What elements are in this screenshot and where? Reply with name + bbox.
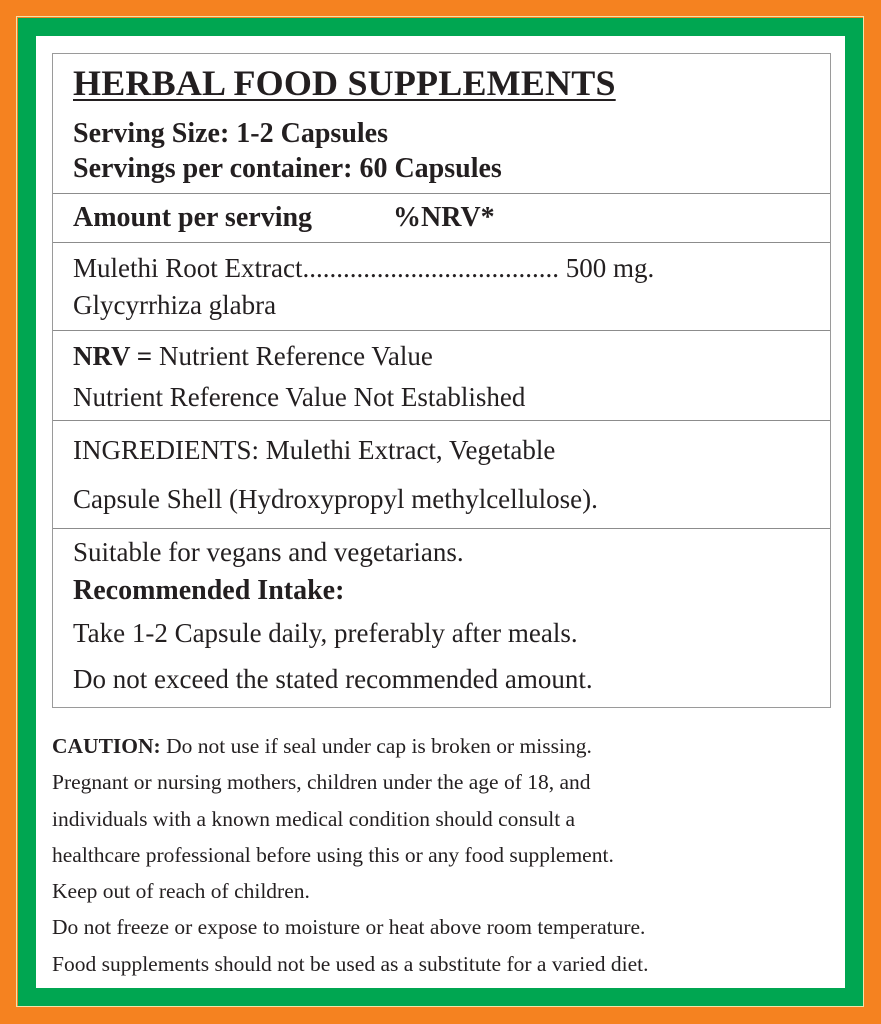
intake-row [53, 528, 830, 709]
ingredient-line [73, 253, 654, 284]
nrv-prefix: NRV = [73, 341, 153, 371]
intake-instruction-1: Take 1-2 Capsule daily, preferably after meals. [73, 618, 578, 648]
amount-header-row [53, 193, 830, 243]
nrv-note-row [53, 330, 830, 421]
caution-seal-warning: Do not use if seal under cap is broken or missing. [166, 734, 592, 758]
ingredients-line-2: Capsule Shell (Hydroxypropyl methylcellulose). [73, 484, 598, 514]
caution-first-line [52, 728, 842, 764]
nrv-definition-text: Nutrient Reference Value [158, 341, 433, 371]
servings-per-container: Servings per container: 60 Capsules [73, 153, 502, 184]
ingredient-amount: 500 mg. [565, 253, 655, 283]
serving-size: Serving Size: 1-2 Capsules [73, 118, 388, 149]
caution-line: Keep out of reach of children. [52, 879, 310, 904]
supplement-facts-panel [52, 53, 831, 708]
caution-label: CAUTION: [52, 734, 161, 758]
nrv-not-established: Nutrient Reference Value Not Established [73, 382, 526, 412]
caution-line: Food supplements should not be used as a substitute for a varied diet. [52, 951, 649, 976]
caution-line: healthcare professional before using this or any food supplement. [52, 842, 614, 867]
amount-per-serving-label: Amount per serving [73, 202, 313, 233]
caution-line: Do not freeze or expose to moisture or heat above room temperature. [52, 915, 646, 940]
nrv-column-label: %NRV* [393, 202, 495, 233]
leader-dots: ...................................... [302, 253, 559, 283]
intake-instruction-2: Do not exceed the stated recommended amount. [73, 664, 593, 694]
ingredient-latin-name: Glycyrrhiza glabra [73, 290, 277, 320]
product-title: HERBAL FOOD SUPPLEMENTS [73, 63, 616, 103]
recommended-intake-heading: Recommended Intake: [73, 575, 345, 606]
suitability-note: Suitable for vegans and vegetarians. [73, 537, 464, 567]
ingredient-name: Mulethi Root Extract [73, 253, 303, 283]
nrv-definition [73, 341, 433, 372]
caution-line: Pregnant or nursing mothers, children under the age of 18, and [52, 770, 591, 795]
ingredients-line-1: INGREDIENTS: Mulethi Extract, Vegetable [73, 435, 556, 465]
ingredient-row [53, 242, 830, 331]
caution-section [52, 728, 842, 982]
caution-line: individuals with a known medical condition should consult a [52, 806, 576, 831]
header-section [53, 54, 830, 193]
ingredients-row [53, 420, 830, 529]
